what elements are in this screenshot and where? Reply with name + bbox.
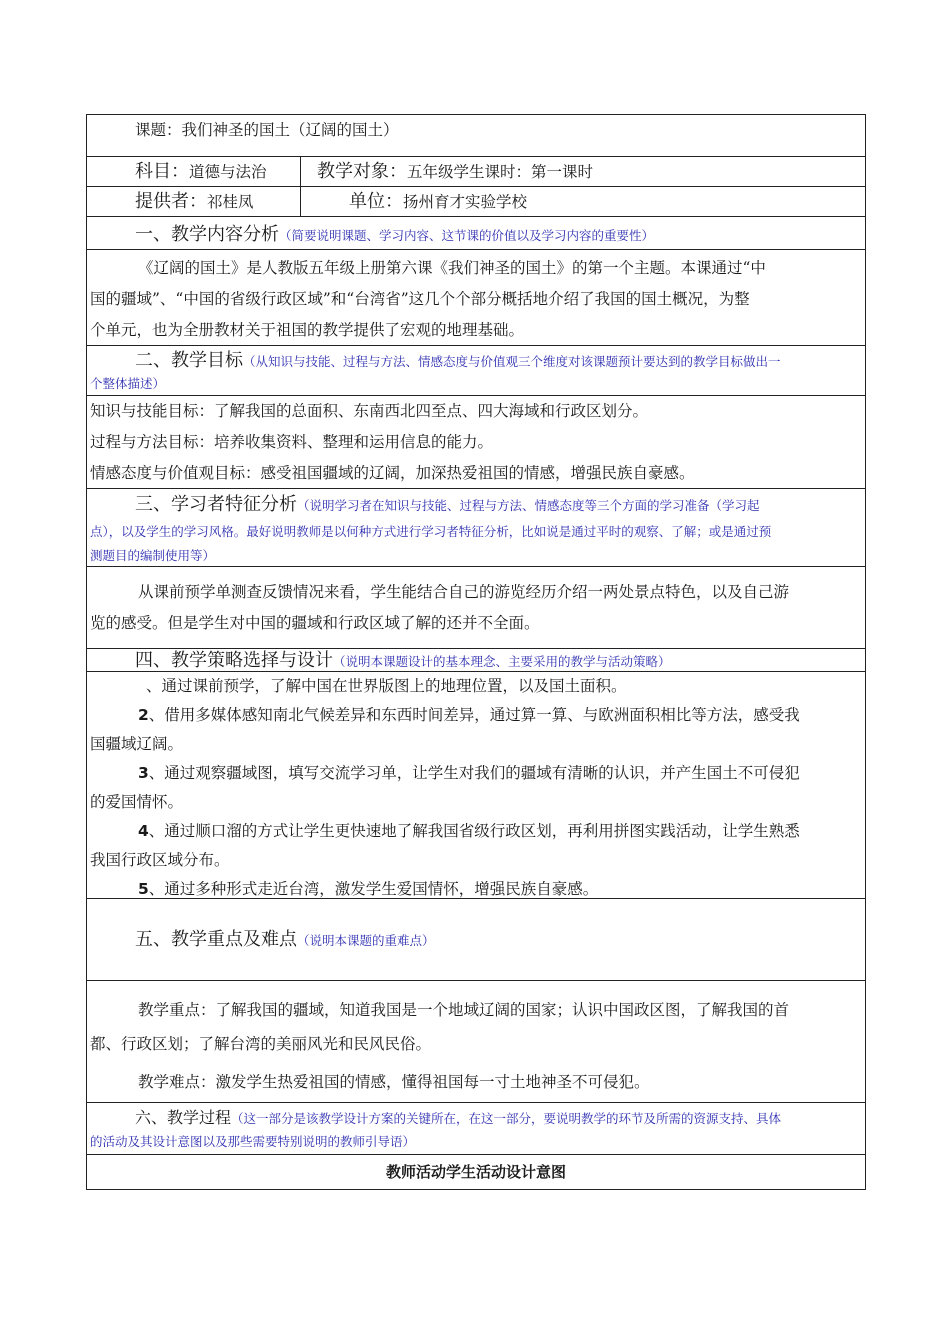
section3-heading: 三、学习者特征分析 <box>135 494 297 515</box>
section2-note-line-2: 个整体描述） <box>90 376 166 391</box>
provider-cell <box>87 187 301 216</box>
target-label: 教学对象： <box>317 161 407 182</box>
section5-heading-row <box>86 899 866 981</box>
strategy-item-3 <box>87 759 865 788</box>
section5-note: （说明本课题的重难点） <box>297 933 435 948</box>
section3-heading-row <box>86 489 866 567</box>
subject-row <box>86 157 866 187</box>
strategy-item-2 <box>87 701 865 730</box>
section2-heading: 二、教学目标 <box>135 350 243 371</box>
section3-line-2: 览的感受。但是学生对中国的疆域和行政区域了解的还并不全面。 <box>90 614 540 632</box>
section4-note: （说明本课题设计的基本理念、主要采用的教学与活动策略） <box>333 654 671 669</box>
difficulty-line: 教学难点：激发学生热爱祖国的情感，懂得祖国每一寸土地神圣不可侵犯。 <box>138 1073 650 1091</box>
goal-knowledge: 知识与技能目标：了解我国的总面积、东南西北四至点、四大海域和行政区划分。 <box>90 402 649 420</box>
section3-line-1: 从课前预学单测查反馈情况来看，学生能结合自己的游览经历介绍一两处景点特色，以及自己游 <box>138 583 790 601</box>
strategy-item-3-num: 3 <box>138 764 149 782</box>
key-point-line-1: 教学重点：了解我国的疆域，知道我国是一个地域辽阔的国家；认识中国政区图，了解我国的首 <box>138 1001 790 1019</box>
strategy-item-2-cont: 国疆域辽阔。 <box>90 735 184 753</box>
strategy-item-4-cont: 我国行政区域分布。 <box>90 851 230 869</box>
section5-body <box>86 981 866 1103</box>
unit-cell <box>301 187 527 216</box>
target-value: 五年级学生课时： <box>407 163 532 181</box>
strategy-item-2-num: 2 <box>138 706 149 724</box>
section6-note-line-2: 的活动及其设计意图以及那些需要特别说明的教师引导语） <box>90 1134 416 1149</box>
section2-note-line-1: （从知识与技能、过程与方法、情感态度与价值观三个维度对该课题预计要达到的教学目标做出一 <box>243 354 781 369</box>
section1-line-3: 个单元，也为全册教材关于祖国的教学提供了宏观的地理基础。 <box>90 321 525 339</box>
process-table-header-text: 教师活动学生活动设计意图 <box>385 1163 566 1181</box>
strategy-item-2-text: 、借用多媒体感知南北气候差异和东西时间差异，通过算一算、与欧洲面积相比等方法，感受我 <box>148 706 800 724</box>
strategy-item-4-num: 4 <box>138 822 149 840</box>
process-table-header <box>86 1155 866 1190</box>
section6-heading-row <box>86 1103 866 1155</box>
strategy-item-4 <box>87 817 865 846</box>
title-label: 课题： <box>135 121 182 139</box>
provider-row <box>86 187 866 217</box>
title-row <box>86 114 866 157</box>
section4-heading-row <box>86 649 866 672</box>
section6-note-line-1: （这一部分是该教学设计方案的关键所在，在这一部分，要说明教学的环节及所需的资源支持、具体 <box>231 1111 782 1126</box>
strategy-item-4-text: 、通过顺口溜的方式让学生更快速地了解我国省级行政区划，再利用拼图实践活动，让学生熟悉 <box>148 822 800 840</box>
section5-heading: 五、教学重点及难点 <box>135 929 297 950</box>
section1-note: （简要说明课题、学习内容、这节课的价值以及学习内容的重要性） <box>279 228 655 243</box>
unit-label: 单位： <box>349 191 403 212</box>
key-point-line-2: 都、行政区划；了解台湾的美丽风光和民风民俗。 <box>90 1035 432 1053</box>
subject-cell <box>87 157 301 186</box>
goal-emotion: 情感态度与价值观目标：感受祖国疆域的辽阔，加深热爱祖国的情感，增强民族自豪感。 <box>90 464 695 482</box>
section3-body <box>86 567 866 649</box>
section2-body <box>86 396 866 489</box>
section6-heading: 六、教学过程 <box>135 1108 232 1127</box>
section2-heading-row <box>86 346 866 396</box>
section4-body <box>86 672 866 899</box>
section1-line-2: 国的疆域”、“中国的省级行政区域”和“台湾省”这几个个部分概括地介绍了我国的国土概况，为整 <box>90 290 750 308</box>
strategy-item-1-text: 、通过课前预学，了解中国在世界版图上的地理位置，以及国土面积。 <box>146 677 627 695</box>
subject-value: 道德与法治 <box>189 163 267 181</box>
section1-body <box>86 250 866 346</box>
section1-heading-row <box>86 217 866 250</box>
provider-label: 提供者： <box>135 191 207 212</box>
subject-label: 科目： <box>135 161 189 182</box>
strategy-item-3-cont: 的爱国情怀。 <box>90 793 184 811</box>
goal-process: 过程与方法目标：培养收集资料、整理和运用信息的能力。 <box>90 433 494 451</box>
title-value: 我们神圣的国土（辽阔的国土） <box>181 121 399 139</box>
period-value: 第一课时 <box>531 163 594 181</box>
strategy-item-3-text: 、通过观察疆域图，填写交流学习单，让学生对我们的疆域有清晰的认识，并产生国土不可侵犯 <box>148 764 800 782</box>
strategy-item-5 <box>87 875 865 899</box>
section4-heading: 四、教学策略选择与设计 <box>135 650 333 671</box>
section3-note-line-3: 测题目的编制使用等） <box>90 548 216 563</box>
target-cell <box>301 157 593 186</box>
section1-line-1: 《辽阔的国土》是人教版五年级上册第六课《我们神圣的国土》的第一个主题。本课通过“中 <box>138 259 766 277</box>
lesson-plan-table <box>86 114 866 1190</box>
section3-note-line-1: （说明学习者在知识与技能、过程与方法、情感态度等三个方面的学习准备（学习起 <box>297 498 760 513</box>
unit-value: 扬州育才实验学校 <box>403 193 528 211</box>
strategy-item-1 <box>87 672 865 701</box>
section3-note-line-2: 点），以及学生的学习风格。最好说明教师是以何种方式进行学习者特征分析，比如说是通过平时的观察、了解；或是通过预 <box>90 524 772 539</box>
section1-heading: 一、教学内容分析 <box>135 224 279 245</box>
provider-value: 祁桂凤 <box>207 193 254 211</box>
strategy-item-5-num: 5 <box>138 880 149 898</box>
strategy-item-5-text: 、通过多种形式走近台湾，激发学生爱国情怀，增强民族自豪感。 <box>148 880 599 898</box>
